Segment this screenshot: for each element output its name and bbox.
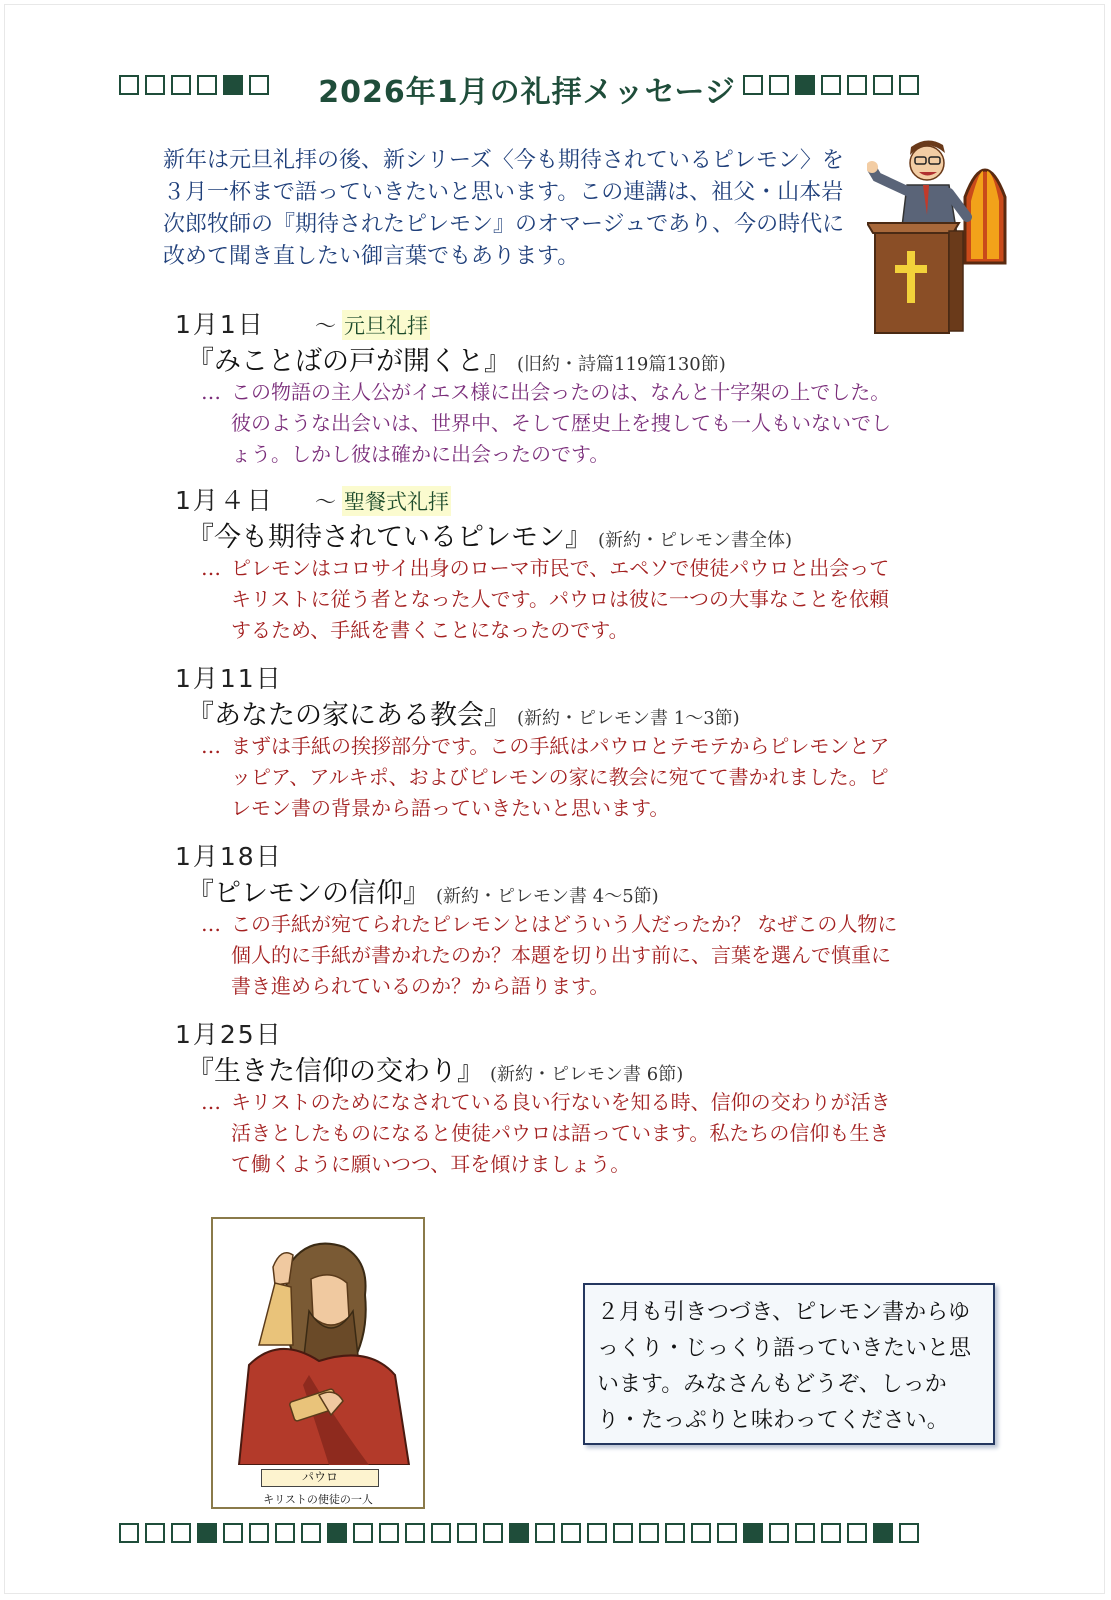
scripture-reference: (新約・ピレモン書 1〜3節) (517, 708, 740, 729)
filled-square-ornament (743, 1523, 763, 1543)
hollow-square-ornament (769, 1523, 789, 1543)
filled-square-ornament (795, 75, 815, 95)
ellipsis-mark: … (201, 912, 221, 936)
hollow-square-ornament (405, 1523, 425, 1543)
ellipsis-mark: … (201, 380, 221, 404)
sermon-date: 1月1日 (175, 310, 265, 339)
sermon-title: 『今も期待されているピレモン』 (187, 522, 592, 553)
tilde-mark: 〜 (315, 490, 336, 514)
scripture-reference: (新約・ピレモン書 6節) (490, 1064, 684, 1085)
hollow-square-ornament (197, 75, 217, 95)
paul-illustration-card (211, 1217, 425, 1509)
hollow-square-ornament (145, 75, 165, 95)
hollow-square-ornament (171, 1523, 191, 1543)
hollow-square-ornament (249, 1523, 269, 1543)
service-type: 聖餐式礼拝 (342, 486, 451, 516)
hollow-square-ornament (665, 1523, 685, 1543)
footer-squares (119, 1523, 919, 1543)
hollow-square-ornament (795, 1523, 815, 1543)
hollow-square-ornament (587, 1523, 607, 1543)
hollow-square-ornament (275, 1523, 295, 1543)
sermon-summary: まずは手紙の挨拶部分です。この手紙はパウロとテモテからピレモンとアッピア、アルキポ、およびピレモンの家に教会に宛てて書かれました。ピレモン書の背景から語っていきたいと思います。 (231, 734, 890, 820)
february-note-box (583, 1283, 995, 1445)
filled-square-ornament (223, 75, 243, 95)
filled-square-ornament (509, 1523, 529, 1543)
hollow-square-ornament (639, 1523, 659, 1543)
sermon-title: 『生きた信仰の交わり』 (187, 1056, 484, 1087)
page-title: 2026年1月の礼拝メッセージ (318, 75, 736, 110)
sermon-entry-jan-25 (175, 1015, 915, 1180)
hollow-square-ornament (873, 75, 893, 95)
header-right-squares (743, 75, 919, 95)
hollow-square-ornament (483, 1523, 503, 1543)
hollow-square-ornament (353, 1523, 373, 1543)
hollow-square-ornament (223, 1523, 243, 1543)
hollow-square-ornament (717, 1523, 737, 1543)
ellipsis-mark: … (201, 1090, 221, 1114)
hollow-square-ornament (249, 75, 269, 95)
hollow-square-ornament (769, 75, 789, 95)
hollow-square-ornament (145, 1523, 165, 1543)
hollow-square-ornament (691, 1523, 711, 1543)
hollow-square-ornament (613, 1523, 633, 1543)
hollow-square-ornament (457, 1523, 477, 1543)
header-left-squares (119, 75, 269, 95)
hollow-square-ornament (847, 75, 867, 95)
sermon-summary: キリストのためになされている良い行ないを知る時、信仰の交わりが活き活きとしたものになると使徒パウロは語っています。私たちの信仰も生きて働くように願いつつ、耳を傾けましょう。 (231, 1090, 891, 1176)
illustration-caption: キリストの使徒の一人 (263, 1493, 373, 1506)
apostle-paul-illustration (219, 1225, 417, 1465)
service-type: 元旦礼拝 (342, 310, 430, 340)
sermon-date: 1月25日 (175, 1020, 283, 1049)
filled-square-ornament (327, 1523, 347, 1543)
sermon-summary: この手紙が宛てられたピレモンとはどういう人だったか？ なぜこの人物に個人的に手紙が書かれたのか？本題を切り出す前に、言葉を選んで慎重に書き進められているのか？から語ります。 (231, 912, 898, 998)
sermon-entry-jan-18 (175, 837, 915, 1002)
hollow-square-ornament (431, 1523, 451, 1543)
hollow-square-ornament (899, 1523, 919, 1543)
sermon-entry-jan-11 (175, 659, 915, 824)
sermon-entry-jan-01 (175, 305, 915, 470)
filled-square-ornament (873, 1523, 893, 1543)
intro-paragraph: 新年は元旦礼拝の後、新シリーズ〈今も期待されているピレモン〉を３月一杯まで語っていきたいと思います。この連講は、祖父・山本岩次郎牧師の『期待されたピレモン』のオマージュであり、今の時代に改めて聞き直したい御言葉でもあります。 (163, 148, 845, 269)
ellipsis-mark: … (201, 734, 221, 758)
hollow-square-ornament (821, 75, 841, 95)
sermon-date: 1月４日 (175, 486, 274, 515)
hollow-square-ornament (301, 1523, 321, 1543)
ellipsis-mark: … (201, 556, 221, 580)
hollow-square-ornament (535, 1523, 555, 1543)
scripture-reference: (新約・ピレモン書 4〜5節) (436, 886, 659, 907)
tilde-mark: 〜 (315, 314, 336, 338)
sermon-date: 1月18日 (175, 842, 283, 871)
hollow-square-ornament (119, 75, 139, 95)
illustration-name-label: パウロ (261, 1469, 379, 1487)
sermon-entry-jan-04 (175, 481, 915, 646)
hollow-square-ornament (899, 75, 919, 95)
hollow-square-ornament (847, 1523, 867, 1543)
sermon-summary: ピレモンはコロサイ出身のローマ市民で、エペソで使徒パウロと出会ってキリストに従う者となった人です。パウロは彼に一つの大事なことを依頼するため、手紙を書くことになったのです。 (231, 556, 890, 642)
sermon-date: 1月11日 (175, 664, 283, 693)
hollow-square-ornament (171, 75, 191, 95)
hollow-square-ornament (379, 1523, 399, 1543)
sermon-summary: この物語の主人公がイエス様に出会ったのは、なんと十字架の上でした。彼のような出会いは、世界中、そして歴史上を捜しても一人もいないでしょう。しかし彼は確かに出会ったのです。 (231, 380, 891, 466)
bulletin-page (4, 4, 1105, 1594)
sermon-title: 『あなたの家にある教会』 (187, 700, 511, 731)
scripture-reference: (新約・ピレモン書全体) (598, 530, 793, 551)
sermon-title: 『ピレモンの信仰』 (187, 878, 430, 909)
scripture-reference: (旧約・詩篇119篇130節) (517, 354, 726, 375)
hollow-square-ornament (743, 75, 763, 95)
filled-square-ornament (197, 1523, 217, 1543)
hollow-square-ornament (561, 1523, 581, 1543)
hollow-square-ornament (119, 1523, 139, 1543)
note-text: ２月も引きつづき、ピレモン書からゆっくり・じっくり語っていきたいと思います。みなさんもどうぞ、しっかり・たっぷりと味わってください。 (597, 1300, 972, 1433)
hollow-square-ornament (821, 1523, 841, 1543)
sermon-title: 『みことばの戸が開くと』 (187, 346, 511, 377)
